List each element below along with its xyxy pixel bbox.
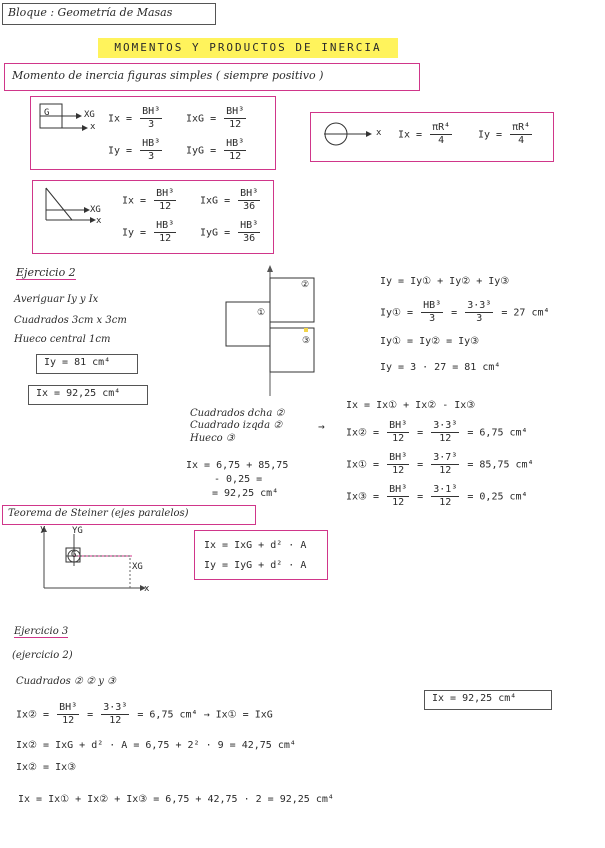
ex2-r7-eq: = [417,459,424,471]
triangle-x-label: x [96,216,102,226]
ex2-legend2: Cuadrado izqda ② [190,420,283,431]
triangle-ix-num: BH³ [156,188,175,199]
ex2-r6-eq: = [417,427,424,439]
ex3-a-eq: = [87,709,94,721]
ex3-a-num2: 3·3³ [103,702,128,713]
ex3-a-result: = 6,75 cm⁴ → Ix① = IxG [137,709,273,721]
ex3-line-a [16,702,273,727]
ex2-r7 [346,452,534,477]
steiner-diagram [30,526,160,596]
rect-ix-lhs: Ix = [108,113,133,125]
rect-diagram [36,100,96,140]
triangle-xg-label: XG [90,205,101,215]
rect-ixg-num: BH³ [226,106,245,117]
ex2-heading: Ejercicio 2 [16,266,76,279]
triangle-ix-den: 12 [159,201,172,212]
rect-iy-num: HB³ [142,138,161,149]
triangle-iyg-lhs: IyG = [200,227,231,239]
steiner-f1: Ix = IxG + d² · A [204,540,307,551]
ex2-r7-den: 12 [392,465,405,476]
ex2-r2-num: HB³ [423,300,442,311]
ex2-result-iy: Iy = 81 cm⁴ [44,357,111,368]
rect-ix-den: 3 [148,119,155,130]
ex2-r8-num: BH³ [389,484,408,495]
steiner-heading: Teorema de Steiner (ejes paralelos) [8,508,189,519]
rect-iyg [186,138,248,163]
ex2-r8-eq: = [417,491,424,503]
ex2-label-1: ① [257,308,266,318]
circle-iy-den: 4 [518,135,525,146]
rect-g-label: G [44,108,50,118]
ex2-r8-result: = 0,25 cm⁴ [467,491,528,503]
ex2-legend1: Cuadrados dcha ② [190,408,285,419]
ex2-r8-num2: 3·1³ [433,484,458,495]
ex2-legend3: Hueco ③ [190,433,235,444]
ex2-sum3: = 92,25 cm⁴ [212,488,279,499]
steiner-formula-box [194,530,328,580]
ex2-r1: Iy = Iy① + Iy② + Iy③ [380,276,510,287]
ex2-label-2: ② [301,280,310,290]
ex2-r2-result: = 27 cm⁴ [501,307,550,319]
ex2-sum1: Ix = 6,75 + 85,75 [186,460,289,471]
header-text: Bloque : Geometría de Masas [8,6,173,19]
ex3-a-lhs: Ix② = [16,709,50,721]
triangle-ix [122,188,178,213]
ex2-r6-den: 12 [392,433,405,444]
triangle-ixg [200,188,262,213]
ex3-line-b: Ix② = IxG + d² · A = 6,75 + 2² · 9 = 42,75 cm⁴ [16,740,296,751]
ex3-heading: Ejercicio 3 [14,626,69,637]
circle-ix-num: πR⁴ [432,122,451,133]
ex3-line-c: Ix② = Ix③ [16,762,77,773]
page-title: MOMENTOS Y PRODUCTOS DE INERCIA [98,38,398,58]
triangle-iy [122,220,178,245]
rect-iyg-num: HB³ [226,138,245,149]
ex3-result: Ix = 92,25 cm⁴ [432,693,517,704]
ex2-label-3: ③ [302,336,311,346]
rect-iyg-lhs: IyG = [186,145,217,157]
ex2-result-ix: Ix = 92,25 cm⁴ [36,388,121,399]
rect-iyg-den: 12 [229,151,242,162]
ex2-r6-num: BH³ [389,420,408,431]
circle-diagram [322,120,382,150]
ex2-r2-den2: 3 [476,313,483,324]
section1-heading: Momento de inercia figuras simples ( siempre positivo ) [12,69,324,82]
triangle-ixg-den: 36 [243,201,256,212]
ex2-r8 [346,484,528,509]
ex2-r2-eq: = [451,307,458,319]
steiner-g: G [71,550,77,560]
rect-ix-num: BH³ [142,106,161,117]
triangle-iyg [200,220,262,245]
triangle-ixg-num: BH³ [240,188,259,199]
ex2-r7-lhs: Ix① = [346,459,380,471]
rect-xg-label: XG [84,110,95,120]
circle-iy-num: πR⁴ [512,122,531,133]
ex2-r6-den2: 12 [439,433,452,444]
ex2-r2-den: 3 [429,313,436,324]
ex2-r6-result: = 6,75 cm⁴ [467,427,528,439]
triangle-iyg-den: 36 [243,233,256,244]
ex2-r8-lhs: Ix③ = [346,491,380,503]
circle-ix [398,122,454,147]
ex3-a-den: 12 [62,715,75,726]
ex2-r6 [346,420,528,445]
ex2-r7-den2: 12 [439,465,452,476]
ex2-r8-den2: 12 [439,497,452,508]
ex2-r6-lhs: Ix② = [346,427,380,439]
ex2-arrow: → [318,420,325,433]
rect-x-label: x [90,122,96,132]
ex3-line-d: Ix = Ix① + Ix② + Ix③ = 6,75 + 42,75 · 2 = 92,25 cm⁴ [18,794,334,805]
circle-iy-lhs: Iy = [478,129,503,141]
ex2-r7-num: BH³ [389,452,408,463]
ex2-r6-num2: 3·3³ [433,420,458,431]
ex2-r2-num2: 3·3³ [467,300,492,311]
ex3-a-num: BH³ [59,702,78,713]
ex2-r2 [380,300,550,325]
ex2-line3: Hueco central 1cm [14,334,111,345]
ex2-r8-den: 12 [392,497,405,508]
ex2-sum2: - 0,25 = [214,474,263,485]
rect-ix [108,106,164,131]
ex2-line2: Cuadrados 3cm x 3cm [14,315,127,326]
rect-iy-lhs: Iy = [108,145,133,157]
ex3-sub: (ejercicio 2) [12,650,73,661]
ex2-r3: Iy① = Iy② = Iy③ [380,336,480,347]
rect-ixg [186,106,248,131]
steiner-y: y [40,524,46,534]
rect-iy-den: 3 [148,151,155,162]
steiner-x: x [144,584,150,594]
ex2-r7-result: = 85,75 cm⁴ [467,459,534,471]
circle-x-label: x [376,128,382,138]
triangle-iy-lhs: Iy = [122,227,147,239]
rect-ixg-lhs: IxG = [186,113,217,125]
ex3-line1: Cuadrados ② ② y ③ [16,676,117,687]
circle-ix-den: 4 [438,135,445,146]
ex2-r4: Iy = 3 · 27 = 81 cm⁴ [380,362,501,373]
triangle-ixg-lhs: IxG = [200,195,231,207]
rect-ixg-den: 12 [229,119,242,130]
rect-iy [108,138,164,163]
ex2-r5: Ix = Ix① + Ix② - Ix③ [346,400,476,411]
ex2-diagram [220,262,340,402]
circle-iy [478,122,534,147]
ex3-a-den2: 12 [109,715,122,726]
steiner-f2: Iy = IyG + d² · A [204,560,307,571]
steiner-xg: XG [132,562,143,572]
triangle-iy-num: HB³ [156,220,175,231]
ex2-r7-num2: 3·7³ [433,452,458,463]
triangle-iyg-num: HB³ [240,220,259,231]
triangle-ix-lhs: Ix = [122,195,147,207]
ex2-r2-lhs: Iy① = [380,307,414,319]
circle-ix-lhs: Ix = [398,129,423,141]
ex2-line1: Averiguar Iy y Ix [14,294,99,305]
triangle-iy-den: 12 [159,233,172,244]
steiner-yg: YG [72,526,83,536]
